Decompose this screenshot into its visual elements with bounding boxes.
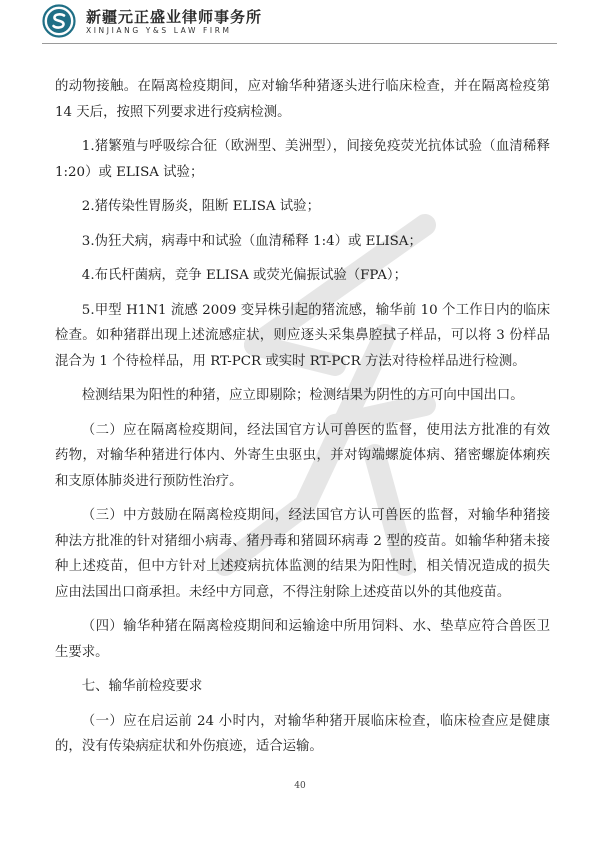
firm-name-chinese: 新疆元正盛业律师事务所 xyxy=(86,8,263,26)
paragraph: 5.甲型 H1N1 流感 2009 变异株引起的猪流感，输华前 10 个工作日内的临床检查。如种猪群出现上述流感症状，则应逐头采集鼻腔拭子样品，可以将 3 份样品混合为 1 个待检样品，用 RT-PCR 或实时 RT-PCR 方法对待检样品进行检测。 xyxy=(55,302,550,369)
paragraph: （三）中方鼓励在隔离检疫期间，经法国官方认可兽医的监督，对输华种猪接种法方批准的针对猪细小病毒、猪丹毒和猪圆环病毒 2 型的疫苗。如输华种猪未接种上述疫苗，但中方针对上述疫病抗体监测的结果为阳性时，相关情况造成的损失应由法国出口商承担。未经中方同意，不得注射除上述疫苗以外的其他疫苗。 xyxy=(55,508,550,600)
paragraph: （四）输华种猪在隔离检疫期间和运输途中所用饲料、水、垫草应符合兽医卫生要求。 xyxy=(55,619,550,660)
page-number: 40 xyxy=(294,781,306,791)
header-divider xyxy=(42,43,557,44)
document-body xyxy=(55,74,550,760)
paragraph: 3.伪狂犬病，病毒中和试验（血清稀释 1:4）或 ELISA； xyxy=(81,233,422,249)
paragraph: 4.布氏杆菌病，竞争 ELISA 或荧光偏振试验（FPA）； xyxy=(81,268,407,283)
page-header xyxy=(42,2,562,42)
section-heading: 七、输华前检疫要求 xyxy=(81,679,203,694)
paragraph: 的动物接触。在隔离检疫期间，应对输华种猪逐头进行临床检查，并在隔离检疫第 14 天后，按照下列要求进行疫病检测。 xyxy=(55,79,550,120)
paragraph: 检测结果为阳性的种猪，应立即剔除；检测结果为阴性的方可向中国出口。 xyxy=(81,388,524,403)
paragraph: （一）应在启运前 24 小时内，对输华种猪开展临床检查，临床检查应是健康的，没有传染病症状和外伤痕迹，适合运输。 xyxy=(55,713,550,754)
circular-s-logo-icon xyxy=(42,4,76,38)
paragraph: 1.猪繁殖与呼吸综合征（欧洲型、美洲型），间接免疫荧光抗体试验（血清稀释 1:20）或 ELISA 试验； xyxy=(55,139,550,180)
paragraph: 2.猪传染性胃肠炎，阻断 ELISA 试验； xyxy=(81,199,320,214)
firm-name-english: XINJIANG Y&S LAW FIRM xyxy=(86,26,232,35)
paragraph: （二）应在隔离检疫期间，经法国官方认可兽医的监督，使用法方批准的有效药物，对输华种猪进行体内、外寄生虫驱虫，并对钩端螺旋体病、猪密螺旋体痢疾和支原体肺炎进行预防性治疗。 xyxy=(55,422,550,489)
